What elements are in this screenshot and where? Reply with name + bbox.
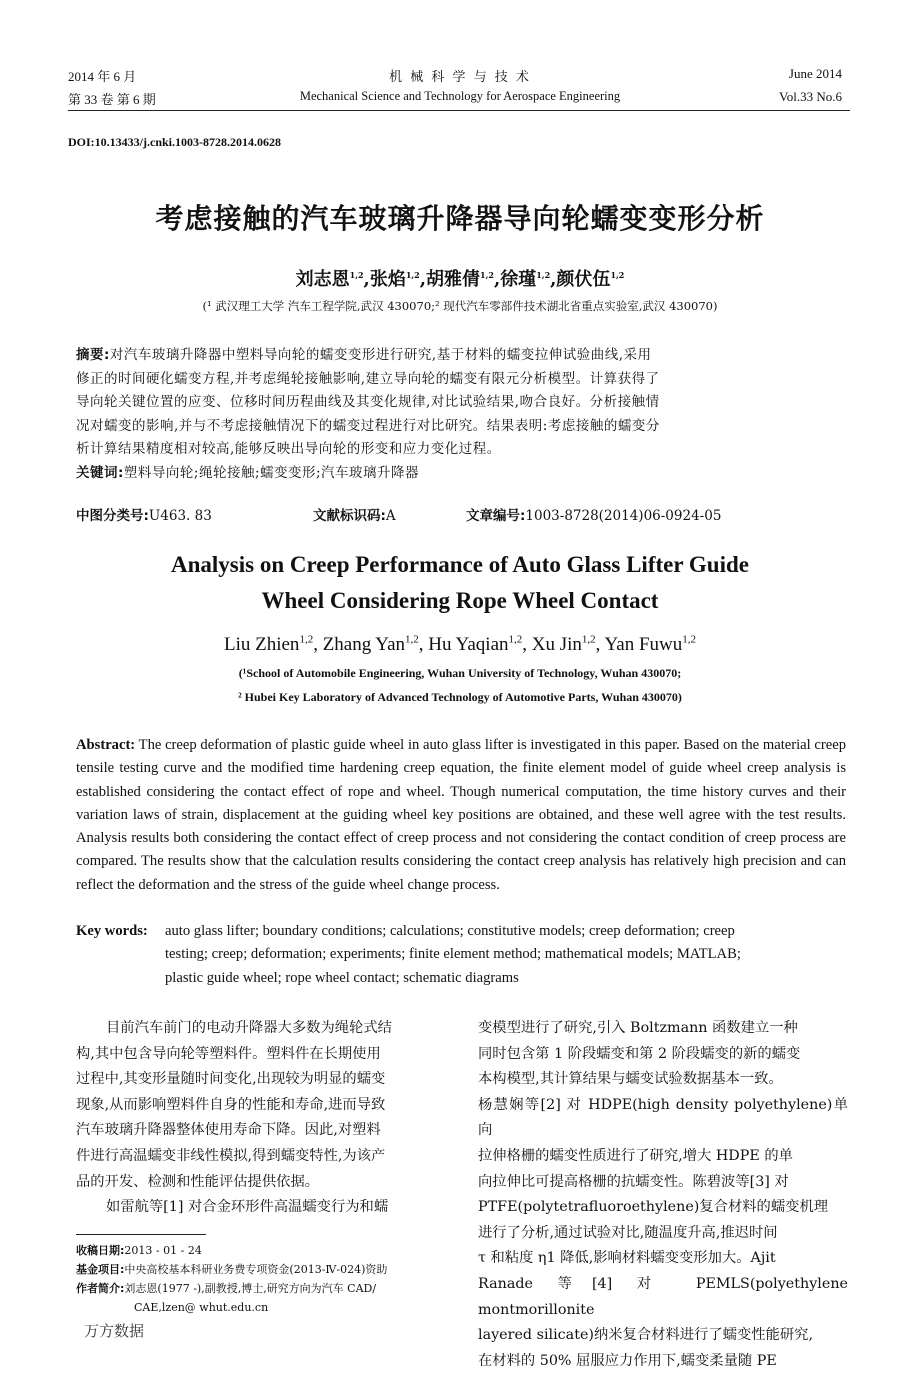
- document-code: 文献标识码:A: [313, 508, 396, 524]
- article-number: 文章编号:1003-8728(2014)06-0924-05: [466, 508, 722, 524]
- affiliation-en-1: (¹School of Automobile Engineering, Wuhan University of Technology, Wuhan 430070;: [238, 666, 682, 680]
- header-rule: [68, 110, 850, 111]
- header-journal-cn: 机 械 科 学 与 技 术: [389, 70, 531, 85]
- watermark: 万方数据: [84, 1322, 145, 1340]
- affiliation-en-2: ² Hubei Key Laboratory of Advanced Technology of Automotive Parts, Wuhan 430070): [238, 690, 682, 704]
- footnote-rule: [76, 1234, 206, 1235]
- authors-en: Liu Zhien$^{1,2}$, Zhang Yan$^{1,2}$, Hu Yaqian$^{1,2}$, Xu Jin$^{1,2}$, Yan Fuwu$^{1,2}$: [223, 633, 697, 655]
- authors-cn: 刘志恩$^{1,2}$,张焰$^{1,2}$,胡雅倩$^{1,2}$,徐瑾$^{1,2}$,颜伏伍$^{1,2}$: [295, 269, 625, 290]
- author-en: Liu Zhien$^{1,2}$: [223, 633, 314, 655]
- header-vol-no: Vol.33 No.6: [779, 89, 842, 104]
- title-en-line2: Wheel Considering Rope Wheel Contact: [261, 588, 659, 613]
- author-en: Xu Jin$^{1,2}$: [531, 633, 596, 655]
- header-volume: 第 33 卷 第 6 期: [68, 92, 156, 107]
- classification-line: 中图分类号:U463. 83: [76, 508, 212, 524]
- title-en-line1: Analysis on Creep Performance of Auto Glass Lifter Guide: [171, 552, 749, 577]
- keywords-en: Key words: auto glass lifter; boundary conditions; calculations; constitutive models; creep deformation; creep testing; creep; deformation; experiments; finite element method; mathematical models; MATLAB; plastic guide wheel; rope wheel contact; schematic diagrams: [76, 923, 741, 986]
- author-en: Zhang Yan$^{1,2}$: [322, 633, 419, 655]
- header-issue-date: 2014 年 6 月: [68, 69, 137, 84]
- header-journal-en: Mechanical Science and Technology for Aerospace Engineering: [299, 89, 621, 103]
- affiliation-cn: (¹ 武汉理工大学 汽车工程学院,武汉 430070;² 现代汽车零部件技术湖北省重点实验室,武汉 430070): [202, 299, 718, 313]
- footnotes: 收稿日期:2013 - 01 - 24 基金项目:中央高校基本科研业务费专项资金(2013-Ⅳ-024)资助 作者简介:刘志恩(1977 -),副教授,博士,研究方向为汽车 CAD/ CAE,lzen@ whut.edu.cn: [76, 1244, 388, 1314]
- doi: DOI:10.13433/j.cnki.1003-8728.2014.0628: [68, 135, 281, 149]
- abstract-cn: 摘要:对汽车玻璃升降器中塑料导向轮的蠕变变形进行研究,基于材料的蠕变拉伸试验曲线,采用 修正的时间硬化蠕变方程,并考虑绳轮接触影响,建立导向轮的蠕变有限元分析模型。计算获得了 导向轮关键位置的应变、位移时间历程曲线及其变化规律,对比试验结果,吻合良好。分析接触情 况对蠕变的影响,并与不考虑接触情况下的蠕变过程进行对比研究。结果表明:考虑接触的蠕变分 析计算结果精度相对较高,能够反映出导向轮的形变和应力变化过程。 关键词:塑料导向轮;绳轮接触;蠕变变形;汽车玻璃升降器: [76, 347, 660, 481]
- body-left-column: 目前汽车前门的电动升降器大多数为绳轮式结 构,其中包含导向轮等塑料件。塑料件在长期使用 过程中,其变形量随时间变化,出现较为明显的蠕变 现象,从而影响塑料件自身的性能和寿命,进而导致 汽车玻璃升降器整体使用寿命下降。因此,对塑料 件进行高温蠕变非线性模拟,得到蠕变特性,为该产 品的开发、检测和性能评估提供依据。 如雷航等[1] 对合金环形件高温蠕变行为和蠕: [76, 1020, 392, 1216]
- title-cn: 考虑接触的汽车玻璃升降器导向轮蠕变变形分析: [155, 202, 765, 235]
- abstract-en: Abstract: The creep deformation of plastic guide wheel in auto glass lifter is investigated in this paper. Based on the material creep tensile testing curve and the modified time hardening creep equation, the finite element model of guide wheel creep analysis is established considering the contact effect of rope and wheel. Though numerical computation, the time history curves and their variation laws of strain, displacement at the guiding wheel key positions are obtained, and these well agree with the test results. Analysis results both considering the contact effect of creep process and not considering the contact condition of creep process are compared. The results show that the calculation results considering the contact creep analysis has relatively high precision and can reflect the deformation and the stress of the guide wheel change process.: [76, 737, 846, 893]
- author-en: Hu Yaqian$^{1,2}$: [428, 633, 523, 655]
- body-right-column: 变模型进行了研究,引入 Boltzmann 函数建立一种 同时包含第 1 阶段蠕变和第 2 阶段蠕变的新的蠕变 本构模型,其计算结果与蠕变试验数据基本一致。 杨慧娴等[2] 对 HDPE(high density polyethylene)单向 拉伸格栅的蠕变性质进行了研究,增大 HDPE 的单 向拉伸比可提高格栅的抗蠕变性。陈碧波等[3] 对 PTFE(polytetrafluoroethylene)复合材料的蠕变机理 进行了分析,通过试验对比,随温度升高,推迟时间 τ 和粘度 η1 降低,影响材料蠕变变形加大。Ajit Ranade 等[4] 对 PEMLS(polyethylene montmorillonite layered silicate)纳米复合材料进行了蠕变性能研究, 在材料的 50% 屈服应力作用下,蠕变柔量随 PE: [478, 1020, 848, 1369]
- author-en: Yan Fuwu$^{1,2}$: [604, 633, 697, 655]
- header-month-year: June 2014: [788, 66, 842, 81]
